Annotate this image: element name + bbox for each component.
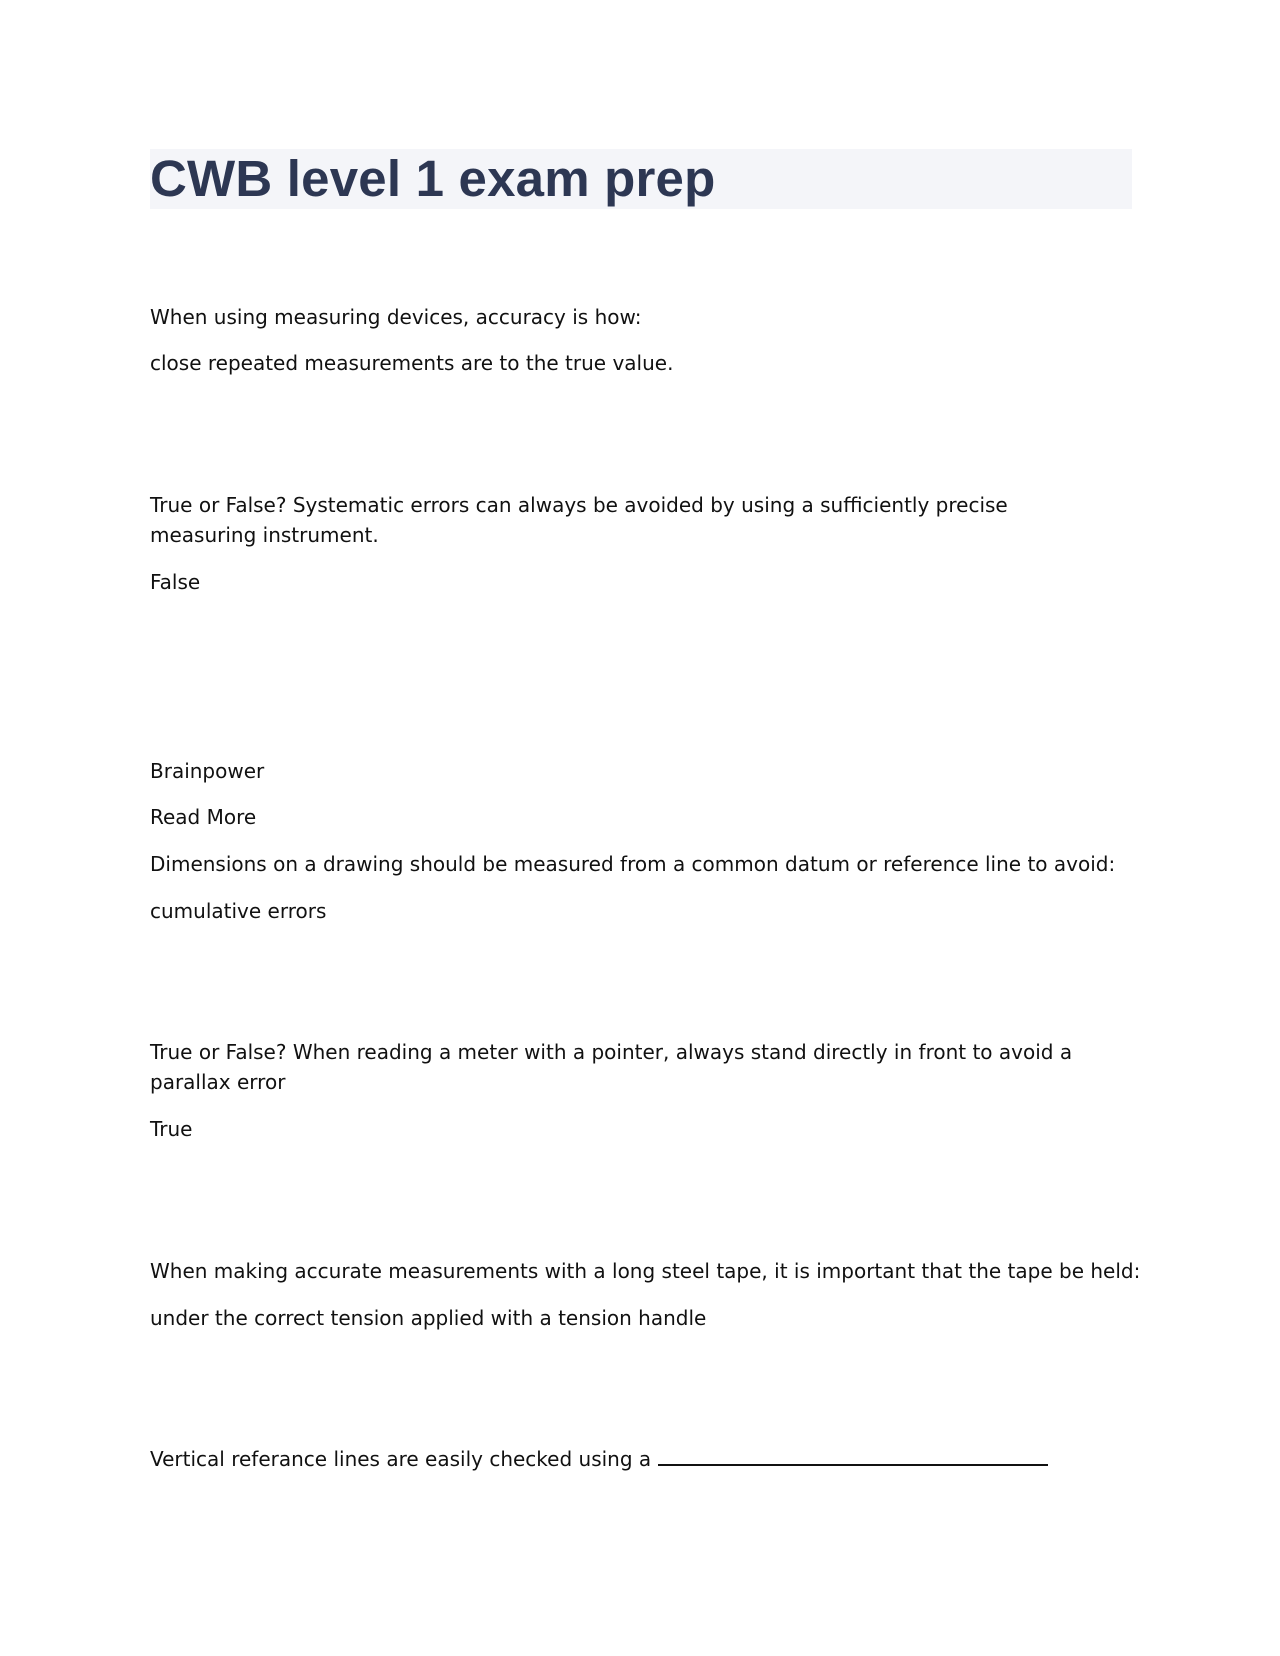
promo-brand: Brainpower bbox=[150, 759, 265, 783]
read-more-link[interactable]: Read More bbox=[150, 805, 257, 829]
question-6 bbox=[150, 1444, 1110, 1474]
question-6-text: Vertical referance lines are easily checked using a bbox=[150, 1447, 652, 1471]
answer-3: cumulative errors bbox=[150, 899, 327, 923]
question-3: Dimensions on a drawing should be measured from a common datum or reference line to avoid: bbox=[150, 852, 1116, 876]
answer-5: under the correct tension applied with a tension handle bbox=[150, 1306, 707, 1330]
page-title: CWB level 1 exam prep bbox=[150, 150, 716, 207]
answer-1: close repeated measurements are to the true value. bbox=[150, 351, 674, 375]
answer-4: True bbox=[150, 1117, 193, 1141]
answer-2: False bbox=[150, 570, 201, 594]
question-1: When using measuring devices, accuracy is how: bbox=[150, 305, 642, 329]
question-2: True or False? Systematic errors can always be avoided by using a sufficiently precise measuring instrument. bbox=[150, 493, 1008, 547]
question-4: True or False? When reading a meter with a pointer, always stand directly in front to avoid a parallax error bbox=[150, 1040, 1073, 1094]
question-5: When making accurate measurements with a long steel tape, it is important that the tape be held: bbox=[150, 1259, 1141, 1283]
fill-in-blank-line bbox=[658, 1446, 1048, 1466]
